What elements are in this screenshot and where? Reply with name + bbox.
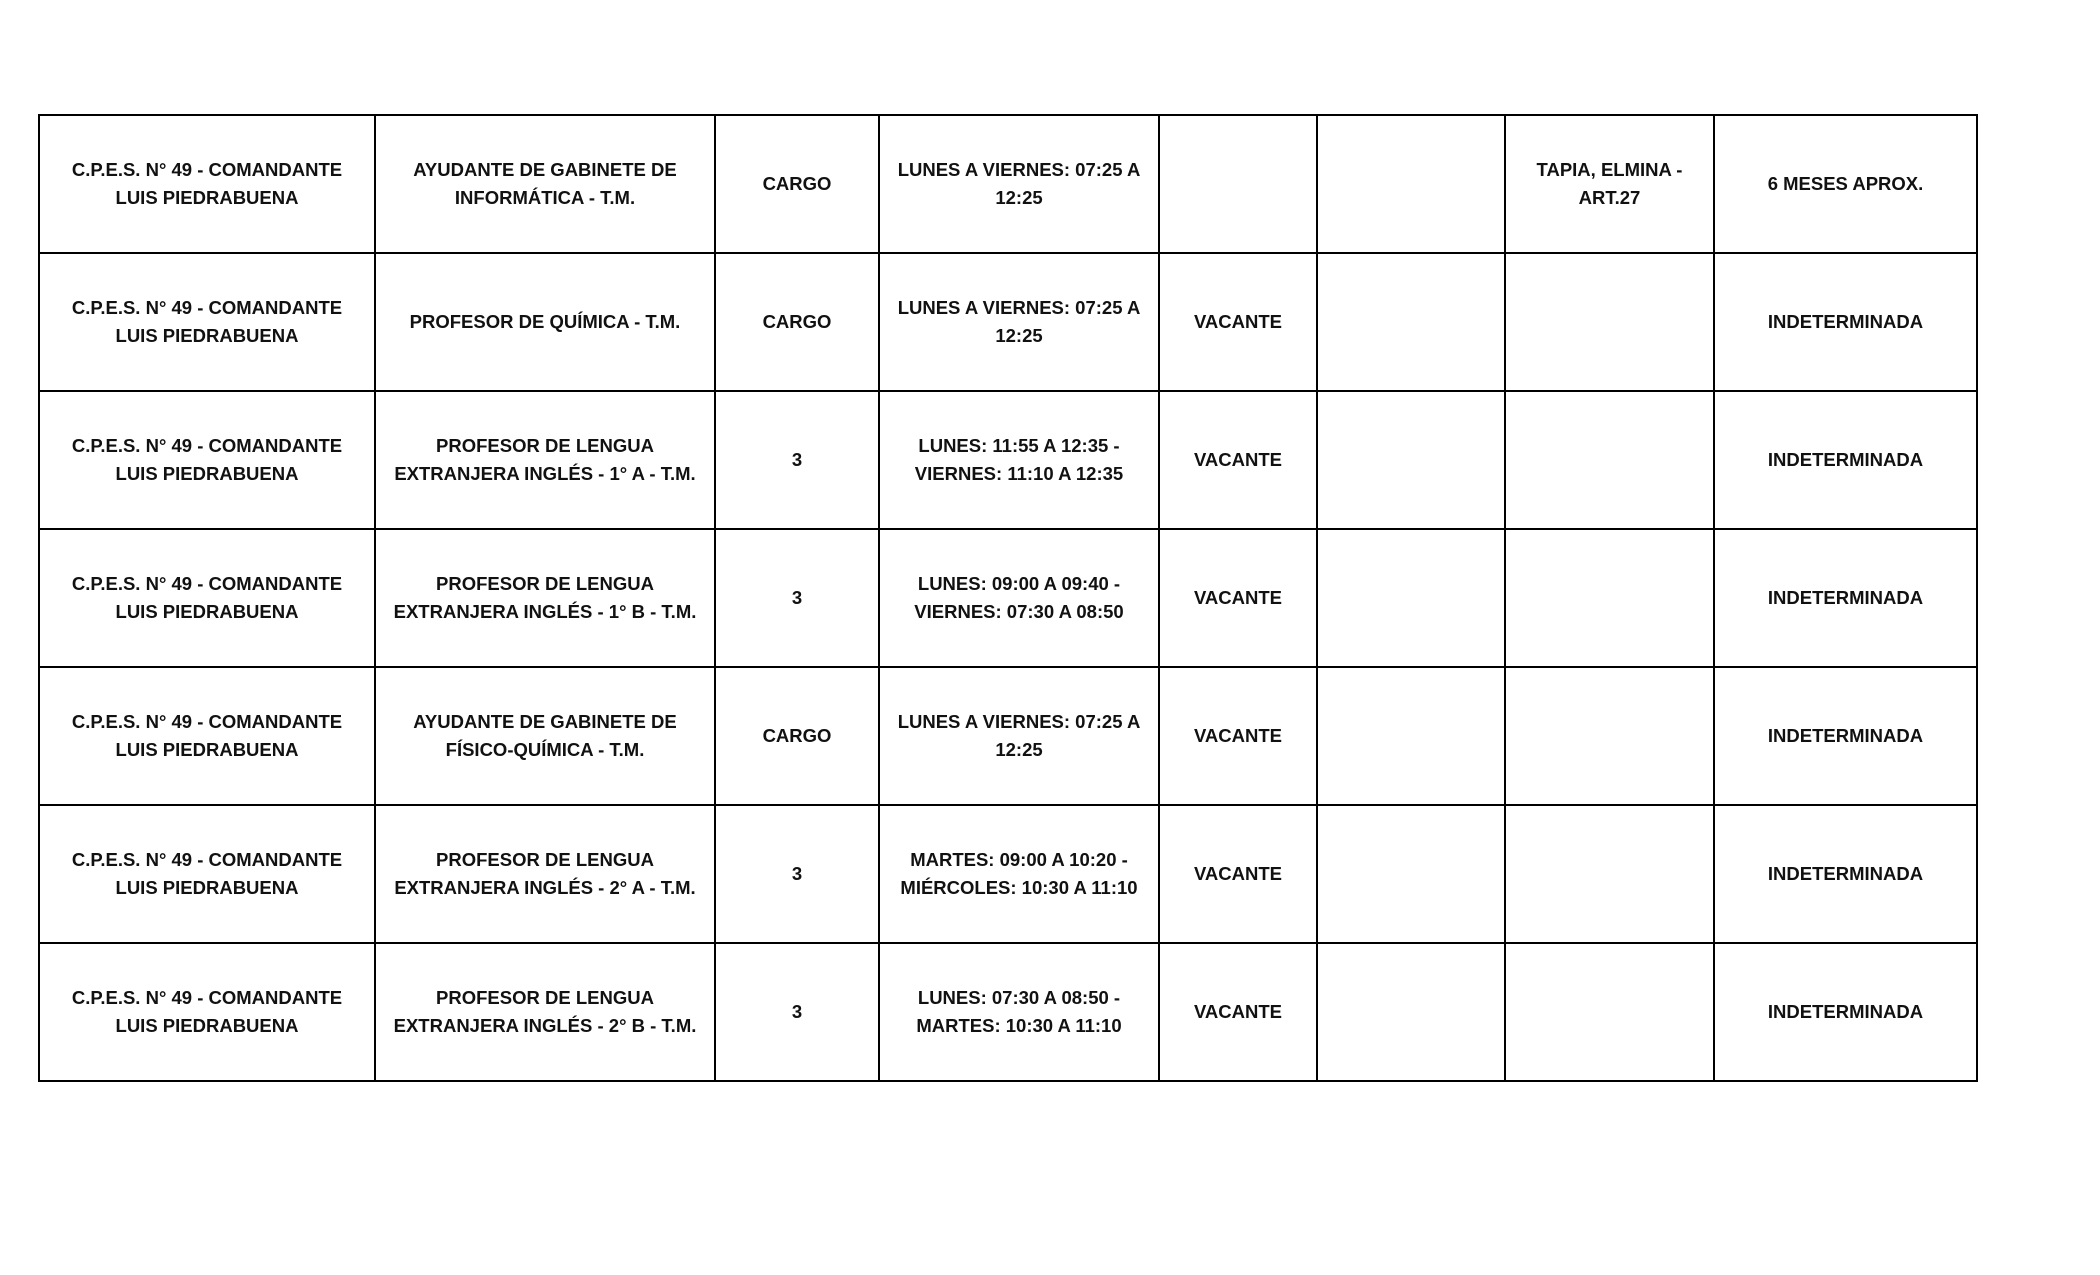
hours-cell: CARGO — [715, 115, 879, 253]
school-cell: C.P.E.S. N° 49 - COMANDANTE LUIS PIEDRABUENA — [39, 253, 375, 391]
duration-cell: 6 MESES APROX. — [1714, 115, 1977, 253]
schedule-cell: LUNES: 11:55 A 12:35 - VIERNES: 11:10 A 12:35 — [879, 391, 1159, 529]
document-page — [38, 114, 1978, 1082]
hours-cell: 3 — [715, 529, 879, 667]
status-cell: VACANTE — [1159, 391, 1317, 529]
holder-cell — [1505, 253, 1714, 391]
duration-cell: INDETERMINADA — [1714, 529, 1977, 667]
status-cell: VACANTE — [1159, 529, 1317, 667]
position-cell: PROFESOR DE LENGUA EXTRANJERA INGLÉS - 1° B - T.M. — [375, 529, 715, 667]
holder-cell — [1505, 805, 1714, 943]
hours-cell: 3 — [715, 805, 879, 943]
status-cell: VACANTE — [1159, 805, 1317, 943]
position-cell: PROFESOR DE LENGUA EXTRANJERA INGLÉS - 2° B - T.M. — [375, 943, 715, 1081]
extra-cell — [1317, 529, 1505, 667]
status-cell: VACANTE — [1159, 943, 1317, 1081]
holder-cell — [1505, 391, 1714, 529]
position-cell: PROFESOR DE LENGUA EXTRANJERA INGLÉS - 1° A - T.M. — [375, 391, 715, 529]
vacancy-table — [38, 114, 1978, 1082]
status-cell: VACANTE — [1159, 667, 1317, 805]
schedule-cell: LUNES A VIERNES: 07:25 A 12:25 — [879, 115, 1159, 253]
hours-cell: CARGO — [715, 667, 879, 805]
table-row — [39, 115, 1977, 253]
table-row — [39, 253, 1977, 391]
status-cell — [1159, 115, 1317, 253]
schedule-cell: MARTES: 09:00 A 10:20 - MIÉRCOLES: 10:30 A 11:10 — [879, 805, 1159, 943]
holder-cell — [1505, 667, 1714, 805]
hours-cell: 3 — [715, 391, 879, 529]
duration-cell: INDETERMINADA — [1714, 667, 1977, 805]
duration-cell: INDETERMINADA — [1714, 253, 1977, 391]
status-cell: VACANTE — [1159, 253, 1317, 391]
school-cell: C.P.E.S. N° 49 - COMANDANTE LUIS PIEDRABUENA — [39, 805, 375, 943]
duration-cell: INDETERMINADA — [1714, 943, 1977, 1081]
school-cell: C.P.E.S. N° 49 - COMANDANTE LUIS PIEDRABUENA — [39, 529, 375, 667]
hours-cell: 3 — [715, 943, 879, 1081]
position-cell: PROFESOR DE LENGUA EXTRANJERA INGLÉS - 2° A - T.M. — [375, 805, 715, 943]
school-cell: C.P.E.S. N° 49 - COMANDANTE LUIS PIEDRABUENA — [39, 943, 375, 1081]
position-cell: PROFESOR DE QUÍMICA - T.M. — [375, 253, 715, 391]
table-row — [39, 667, 1977, 805]
table-row — [39, 943, 1977, 1081]
school-cell: C.P.E.S. N° 49 - COMANDANTE LUIS PIEDRABUENA — [39, 115, 375, 253]
holder-cell: TAPIA, ELMINA - ART.27 — [1505, 115, 1714, 253]
schedule-cell: LUNES A VIERNES: 07:25 A 12:25 — [879, 667, 1159, 805]
table-row — [39, 391, 1977, 529]
table-row — [39, 529, 1977, 667]
duration-cell: INDETERMINADA — [1714, 391, 1977, 529]
hours-cell: CARGO — [715, 253, 879, 391]
duration-cell: INDETERMINADA — [1714, 805, 1977, 943]
schedule-cell: LUNES: 07:30 A 08:50 - MARTES: 10:30 A 11:10 — [879, 943, 1159, 1081]
school-cell: C.P.E.S. N° 49 - COMANDANTE LUIS PIEDRABUENA — [39, 667, 375, 805]
extra-cell — [1317, 115, 1505, 253]
extra-cell — [1317, 391, 1505, 529]
schedule-cell: LUNES: 09:00 A 09:40 - VIERNES: 07:30 A 08:50 — [879, 529, 1159, 667]
position-cell: AYUDANTE DE GABINETE DE INFORMÁTICA - T.M. — [375, 115, 715, 253]
extra-cell — [1317, 943, 1505, 1081]
holder-cell — [1505, 943, 1714, 1081]
school-cell: C.P.E.S. N° 49 - COMANDANTE LUIS PIEDRABUENA — [39, 391, 375, 529]
extra-cell — [1317, 253, 1505, 391]
table-row — [39, 805, 1977, 943]
extra-cell — [1317, 667, 1505, 805]
position-cell: AYUDANTE DE GABINETE DE FÍSICO-QUÍMICA - T.M. — [375, 667, 715, 805]
schedule-cell: LUNES A VIERNES: 07:25 A 12:25 — [879, 253, 1159, 391]
holder-cell — [1505, 529, 1714, 667]
extra-cell — [1317, 805, 1505, 943]
